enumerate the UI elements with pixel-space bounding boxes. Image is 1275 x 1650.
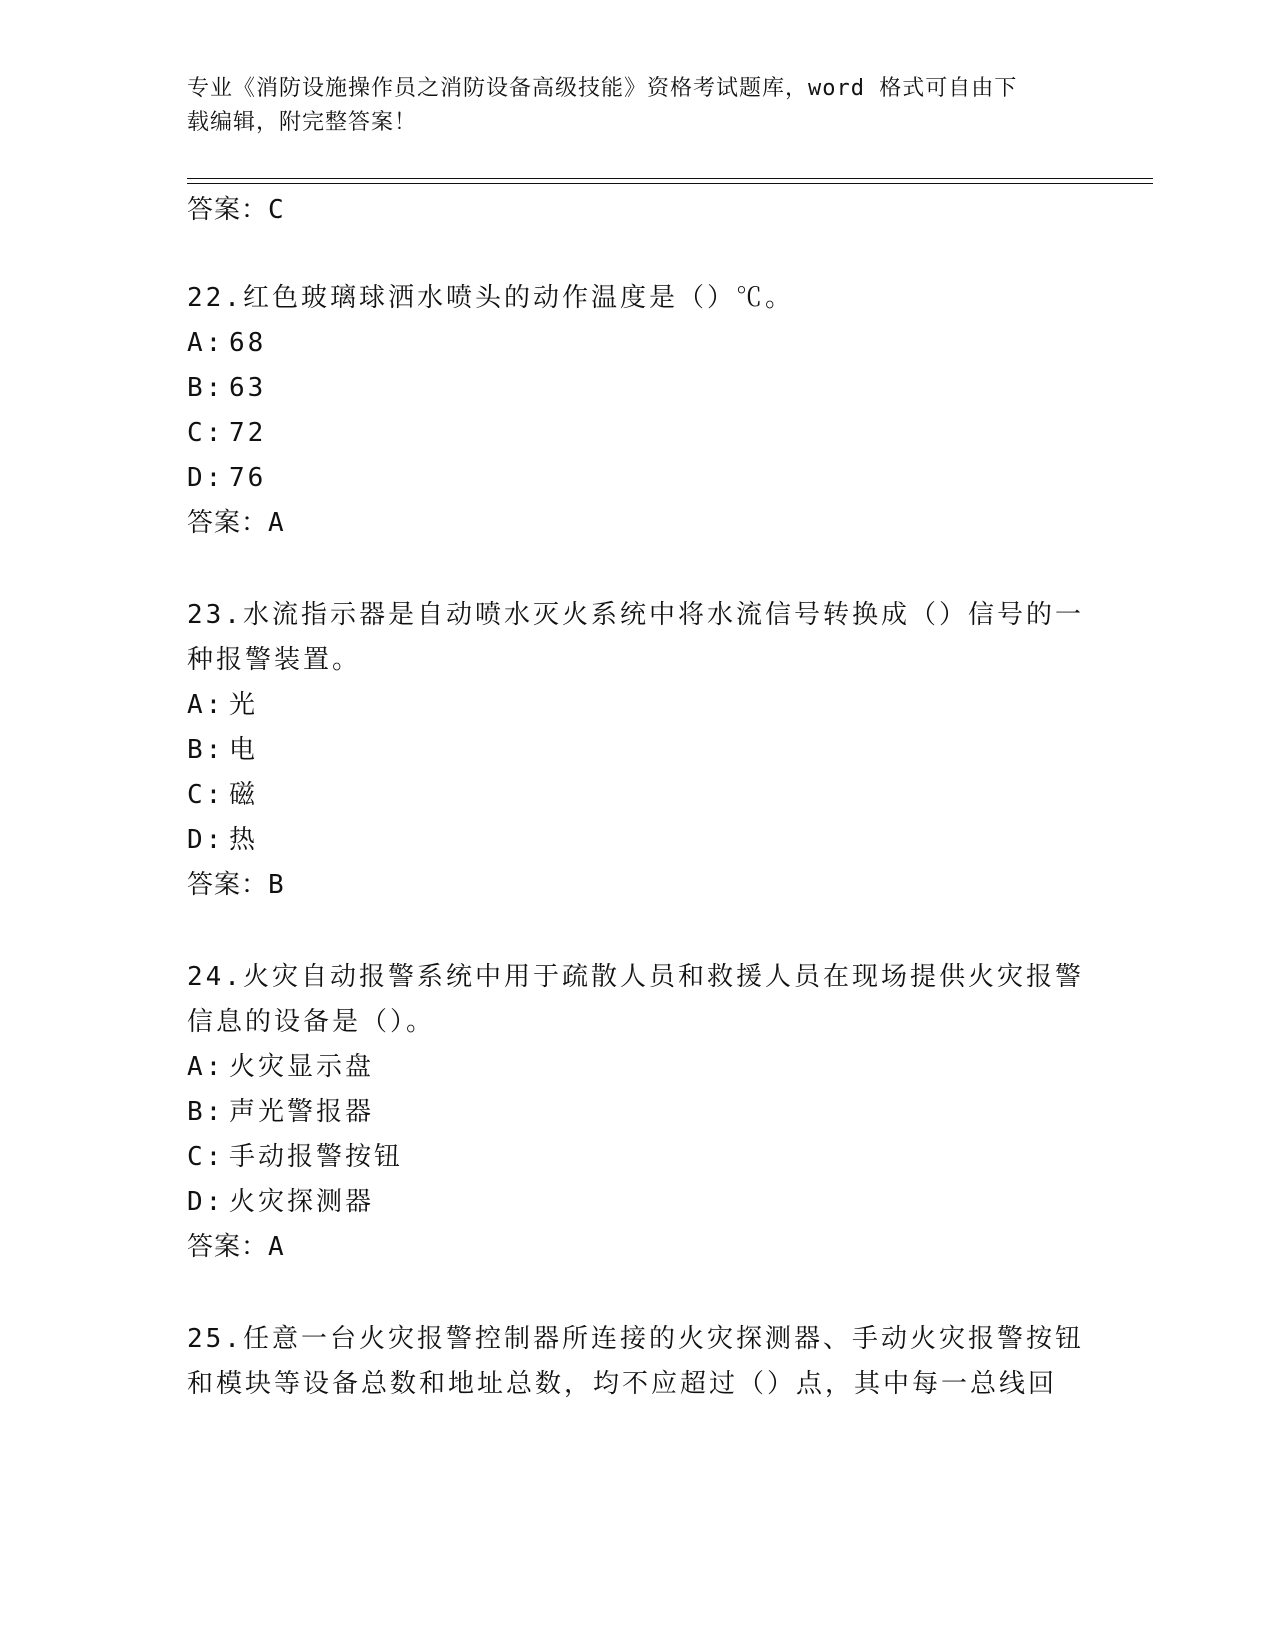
answer-label: 答案： [187, 195, 269, 225]
question-text-line-2: 信息的设备是（）。 [187, 1007, 436, 1037]
option-text: 热 [229, 825, 259, 855]
option-text: 光 [229, 690, 259, 720]
option-text: 磁 [229, 780, 259, 810]
option-text: 72 [229, 418, 267, 448]
answer-prev [187, 193, 285, 227]
option-text: 火灾显示盘 [229, 1052, 375, 1082]
option-c [187, 416, 266, 450]
answer-22 [187, 506, 285, 540]
option-letter: B: [187, 735, 225, 765]
option-text: 68 [229, 328, 267, 358]
answer-label: 答案： [187, 1232, 269, 1262]
option-d [187, 1185, 374, 1219]
option-text: 手动报警按钮 [229, 1142, 404, 1172]
option-letter: B: [187, 373, 225, 403]
header-divider-bottom [187, 183, 1153, 184]
option-letter: A: [187, 1052, 225, 1082]
header-line-1: 专业《消防设施操作员之消防设备高级技能》资格考试题库，word 格式可自由下 [187, 76, 1018, 101]
answer-value: B [268, 870, 285, 900]
answer-value: A [268, 1232, 285, 1262]
option-letter: A: [187, 690, 225, 720]
answer-label: 答案： [187, 870, 269, 900]
option-d [187, 823, 258, 857]
option-a [187, 688, 258, 722]
option-text: 声光警报器 [229, 1097, 375, 1127]
option-letter: A: [187, 328, 225, 358]
option-c [187, 778, 258, 812]
option-b [187, 371, 266, 405]
option-letter: D: [187, 825, 225, 855]
answer-23 [187, 868, 285, 902]
header-line-2: 载编辑，附完整答案！ [187, 110, 418, 135]
option-b [187, 1095, 374, 1129]
question-text-line-2: 种报警装置。 [187, 645, 362, 675]
header-divider-top [187, 178, 1153, 179]
option-text: 电 [229, 735, 259, 765]
question-text: 22.红色玻璃球洒水喷头的动作温度是（）℃。 [187, 283, 794, 313]
option-letter: C: [187, 418, 225, 448]
answer-label: 答案： [187, 508, 269, 538]
option-b [187, 733, 258, 767]
question-text-line-2: 和模块等设备总数和地址总数，均不应超过（）点，其中每一总线回 [187, 1369, 1058, 1399]
answer-value: A [268, 508, 285, 538]
option-c [187, 1140, 403, 1174]
option-d [187, 461, 266, 495]
option-letter: C: [187, 780, 225, 810]
document-header [187, 72, 1087, 140]
option-letter: D: [187, 1187, 225, 1217]
option-a [187, 1050, 374, 1084]
option-text: 63 [229, 373, 267, 403]
question-23 [187, 593, 1087, 683]
option-text: 76 [229, 463, 267, 493]
answer-value: C [268, 195, 285, 225]
option-letter: B: [187, 1097, 225, 1127]
question-text-line-1: 25.任意一台火灾报警控制器所连接的火灾探测器、手动火灾报警按钮 [187, 1324, 1084, 1354]
question-24 [187, 955, 1087, 1045]
question-22 [187, 276, 1087, 321]
answer-24 [187, 1230, 285, 1264]
option-a [187, 326, 266, 360]
question-text-line-1: 23.水流指示器是自动喷水灭火系统中将水流信号转换成（）信号的一 [187, 600, 1084, 630]
question-text-line-1: 24.火灾自动报警系统中用于疏散人员和救援人员在现场提供火灾报警 [187, 962, 1084, 992]
option-letter: D: [187, 463, 225, 493]
option-text: 火灾探测器 [229, 1187, 375, 1217]
question-25 [187, 1317, 1087, 1407]
option-letter: C: [187, 1142, 225, 1172]
